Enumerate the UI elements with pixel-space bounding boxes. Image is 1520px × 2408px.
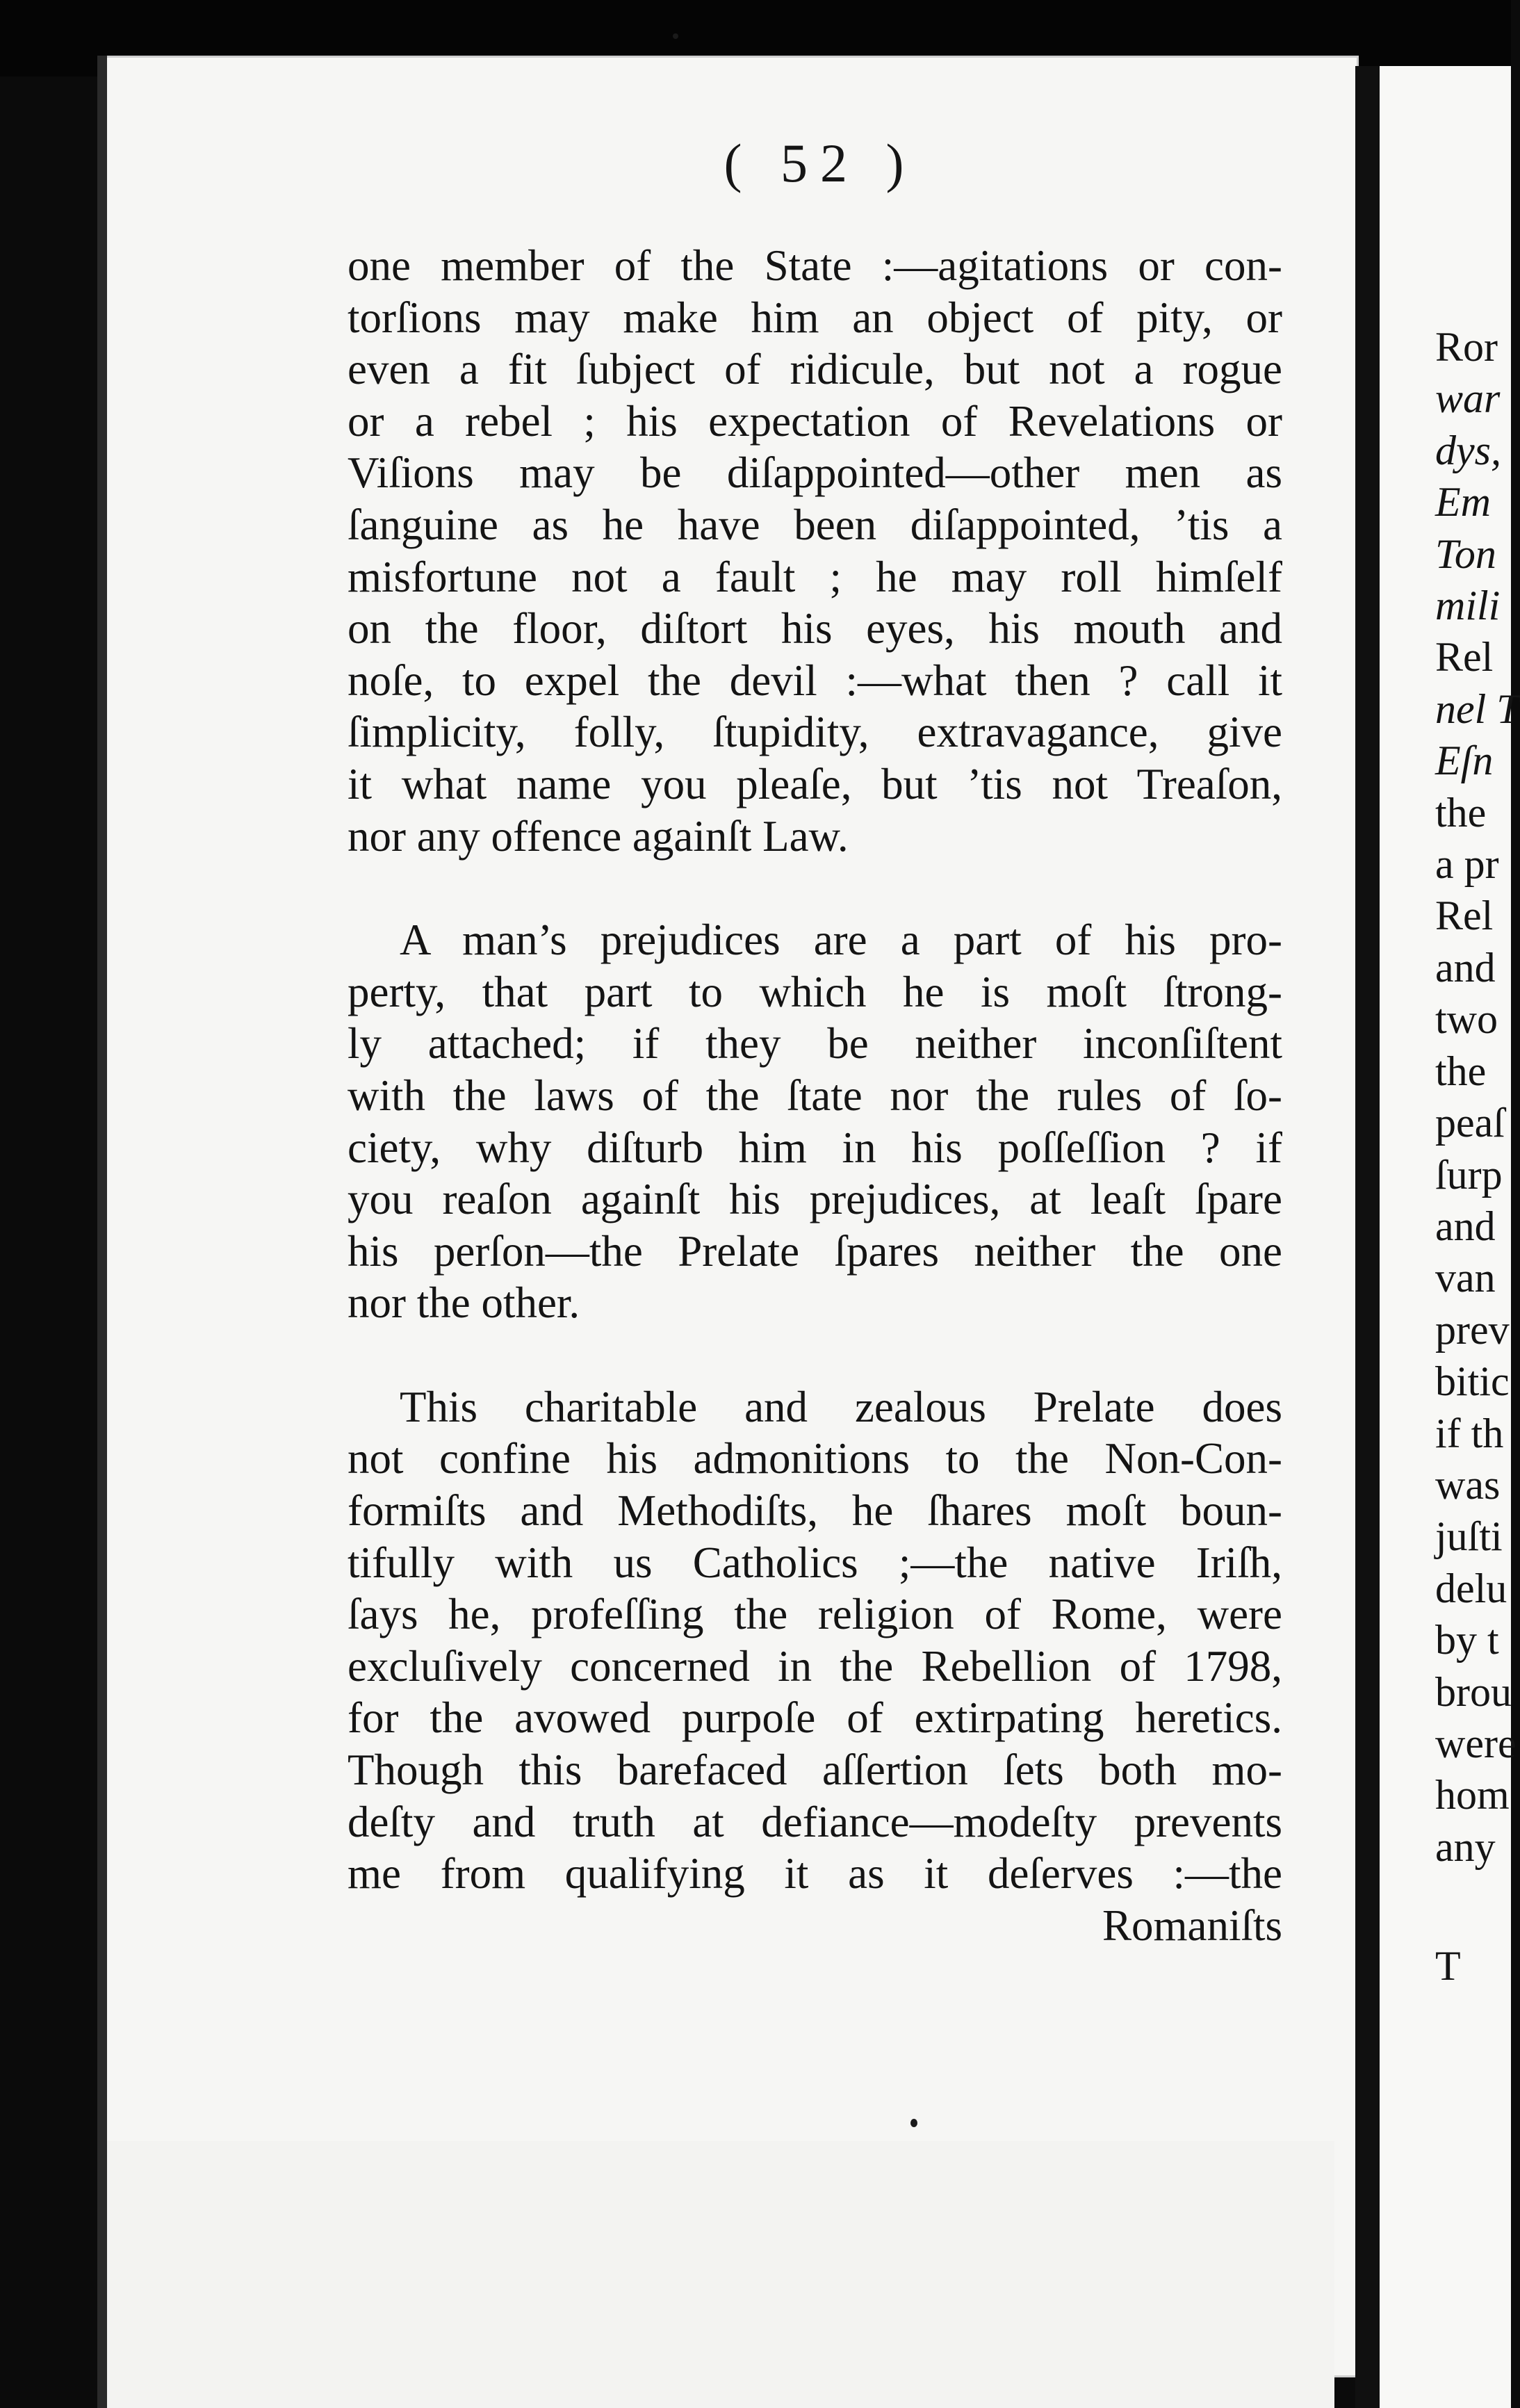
text-line: Though this barefaced aſſertion ſets both mo- [348,1746,1282,1795]
facing-page-fragment: nel T [1435,685,1520,732]
facing-gap [1435,1873,1511,1940]
left-page-lower-sheet [97,2141,1334,2408]
facing-page-fragment: bitic [1435,1358,1510,1405]
facing-page-fragment: brou [1435,1668,1512,1715]
facing-page-fragment: T [1435,1943,1461,1990]
facing-page-fragment: war [1435,375,1501,422]
text-line: noſe, to expel the devil :—what then ? call it [348,656,1282,705]
scan-speck [673,33,678,39]
facing-page-fragment: ſurp [1435,1151,1503,1198]
text-line: not confine his admonitions to the Non-Con- [348,1434,1282,1483]
facing-page-fragment: prev [1435,1306,1510,1353]
facing-page-fragment: two [1435,996,1498,1043]
text-line: nor the other. [348,1278,580,1328]
text-line: torſions may make him an object of pity, or [348,293,1282,342]
facing-page-fragment: Eſn [1435,738,1494,784]
facing-page-fragment: the [1435,1048,1487,1094]
facing-page-fragment: any [1435,1823,1496,1870]
facing-page-fragment: delu [1435,1565,1507,1611]
text-line: for the avowed purpoſe of extirpating heretics. [348,1693,1282,1743]
text-line: ly attached; if they be neither inconſiſtent [348,1019,1282,1068]
facing-page-fragment: Ton [1435,530,1496,577]
text-line: ſays he, profeſſing the religion of Rome, were [348,1590,1282,1639]
facing-page-fragment: and [1435,944,1496,991]
facing-page-fragment: and [1435,1203,1496,1249]
facing-page-fragment: Ror [1435,324,1498,370]
text-line: you reaſon againſt his prejudices, at leaſt ſpare [348,1175,1282,1224]
text-line: Viſions may be diſappointed—other men as [348,448,1282,498]
text-line: on the floor, diſtort his eyes, his mouth and [348,604,1282,653]
facing-page-fragment: was [1435,1461,1501,1508]
paragraph-gap [348,862,1282,914]
facing-page-fragment: mili [1435,583,1501,629]
facing-page-fragment: hom [1435,1772,1510,1819]
facing-page-fragment: the [1435,789,1487,836]
catchword: Romaniſts [1102,1901,1282,1950]
text-line: ſimplicity, folly, ſtupidity, extravagance, give [348,708,1282,757]
text-line: tifully with us Catholics ;—the native Iriſh, [348,1538,1282,1587]
text-line: one member of the State :—agitations or con- [348,241,1282,290]
text-line: it what name you pleaſe, but ’tis not Treaſon, [348,759,1282,808]
text-line: ſanguine as he have been diſappointed, ’tis a [348,500,1282,549]
scan-speck [910,2119,917,2127]
page-number: ( 52 ) [724,133,917,193]
facing-page-text [1435,321,1520,1992]
text-line: or a rebel ; his expectation of Revelations or [348,396,1282,446]
text-line: formiſts and Methodiſts, he ſhares moſt boun- [348,1486,1282,1536]
facing-page-fragment: Em [1435,479,1491,526]
text-line: nor any offence againſt Law. [348,811,849,861]
paragraph-gap [348,1329,1282,1381]
text-line: his perſon—the Prelate ſpares neither the one [348,1226,1282,1276]
text-line: misfortune not a fault ; he may roll himſelf [348,552,1282,601]
text-line: perty, that part to which he is moſt ſtrong- [348,967,1282,1016]
facing-page-fragment: juſti [1435,1513,1503,1560]
text-line: with the laws of the ſtate nor the rules of ſo- [348,1071,1282,1120]
text-line: excluſively concerned in the Rebellion of 1798, [348,1641,1282,1691]
book-gutter [1355,66,1382,2408]
text-line: deſty and truth at defiance—modeſty prevents [348,1797,1282,1846]
facing-page-fragment: van [1435,1255,1496,1301]
text-line: even a fit ſubject of ridicule, but not a rogue [348,345,1282,394]
text-line: A man’s prejudices are a part of his pro- [400,916,1282,965]
body-text [348,240,1282,1951]
facing-page-fragment: were [1435,1720,1517,1766]
facing-page-fragment: peaſ [1435,1100,1505,1146]
facing-page-fragment: dys, [1435,427,1501,473]
text-line: me from qualifying it as it deſerves :—the [348,1849,1282,1898]
facing-page-fragment: Rel [1435,634,1494,681]
left-page-edge-shadow [97,56,107,2408]
text-line: This charitable and zealous Prelate does [400,1382,1282,1431]
facing-page-fragment: a pr [1435,841,1499,888]
text-line: ciety, why diſturb him in his poſſeſſion ? if [348,1123,1282,1172]
facing-page-fragment: if th [1435,1410,1504,1456]
facing-page-fragment: Rel [1435,893,1494,939]
facing-page-fragment: by t [1435,1617,1499,1663]
